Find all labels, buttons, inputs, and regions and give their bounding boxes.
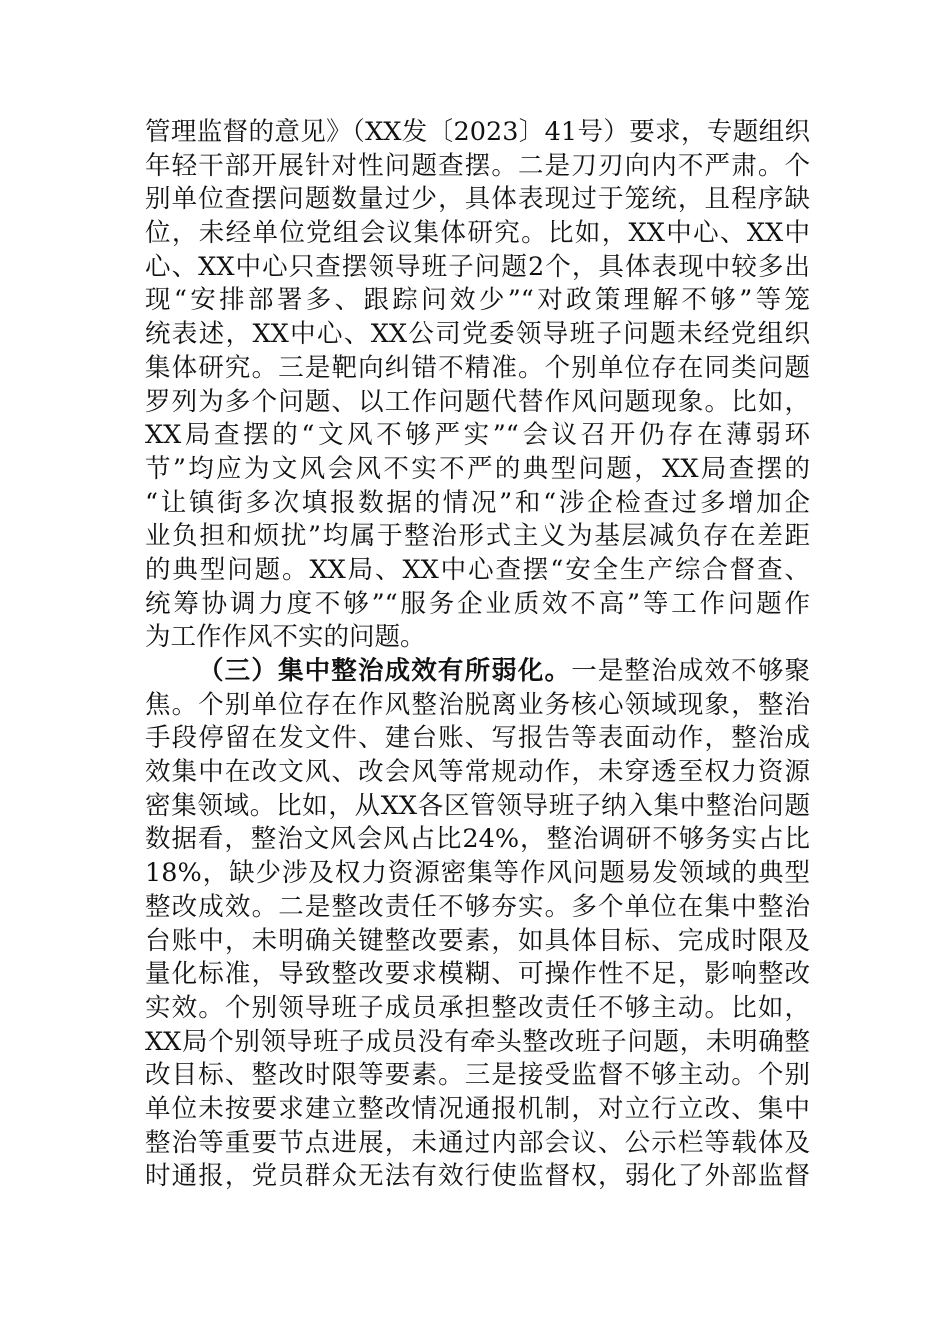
text-line: 数据看，整治文风会风占比24%，整治调研不够务实占比 xyxy=(145,824,810,855)
text-line: 整改成效。二是整改责任不够夯实。多个单位在集中整治 xyxy=(145,891,810,922)
text-line: 年轻干部开展针对性问题查摆。二是刀刃向内不严肃。个 xyxy=(145,150,810,181)
text-line: “让镇街多次填报数据的情况”和“涉企检查过多增加企 xyxy=(145,487,810,518)
text-line: 位，未经单位党组会议集体研究。比如，XX中心、XX中 xyxy=(145,218,810,249)
text-line: 量化标准，导致整改要求模糊、可操作性不足，影响整改 xyxy=(145,959,810,990)
text-line: 集体研究。三是靶向纠错不精准。个别单位存在同类问题 xyxy=(145,352,810,383)
text-line: 实效。个别领导班子成员承担整改责任不够主动。比如， xyxy=(145,992,810,1023)
text-line: 节”均应为文风会风不实不严的典型问题，XX局查摆的 xyxy=(145,453,810,484)
text-line: 统筹协调力度不够”“服务企业质效不高”等工作问题作 xyxy=(145,588,810,619)
text-line: 效集中在改文风、改会风等常规动作，未穿透至权力资源 xyxy=(145,757,810,788)
text-line: 为工作作风不实的问题。 xyxy=(145,622,426,653)
section-text: 一是整治成效不够聚 xyxy=(571,656,810,686)
text-line: 台账中，未明确关键整改要素，如具体目标、完成时限及 xyxy=(145,925,810,956)
section-heading-line xyxy=(145,655,810,689)
text-line: 密集领域。比如，从XX各区管领导班子纳入集中整治问题 xyxy=(145,790,810,821)
text-line: XX局个别领导班子成员没有牵头整改班子问题，未明确整 xyxy=(145,1026,810,1057)
text-line: 整治等重要节点进展，未通过内部会议、公示栏等载体及 xyxy=(145,1127,810,1158)
text-line: 手段停留在发文件、建台账、写报告等表面动作，整治成 xyxy=(145,723,810,754)
text-line: 心、XX中心只查摆领导班子问题2个，具体表现中较多出 xyxy=(145,251,810,282)
text-line: 焦。个别单位存在作风整治脱离业务核心领域现象，整治 xyxy=(145,689,810,720)
text-line: 改目标、整改时限等要素。三是接受监督不够主动。个别 xyxy=(145,1060,810,1091)
text-line: 罗列为多个问题、以工作问题代替作风问题现象。比如， xyxy=(145,386,810,417)
text-line: 的典型问题。XX局、XX中心查摆“安全生产综合督查、 xyxy=(145,554,810,585)
text-line: XX局查摆的“文风不够严实”“会议召开仍存在薄弱环 xyxy=(145,420,810,451)
text-line: 现“安排部署多、跟踪问效少”“对政策理解不够”等笼 xyxy=(145,285,810,316)
text-line: 统表述，XX中心、XX公司党委领导班子问题未经党组织 xyxy=(145,319,810,350)
text-line: 业负担和烦扰”均属于整治形式主义为基层减负存在差距 xyxy=(145,521,810,552)
text-line: 管理监督的意见》（XX发〔2023〕41号）要求，专题组织 xyxy=(145,117,810,147)
text-line: 时通报，党员群众无法有效行使监督权，弱化了外部监督 xyxy=(145,1161,810,1192)
text-line: 别单位查摆问题数量过少，具体表现过于笼统，且程序缺 xyxy=(145,184,810,215)
text-line: 单位未按要求建立整改情况通报机制，对立行立改、集中 xyxy=(145,1093,810,1124)
body-text xyxy=(145,116,810,1194)
section-heading: （三）集中整治成效有所弱化。 xyxy=(198,656,572,686)
text-line: 18%，缺少涉及权力资源密集等作风问题易发领域的典型 xyxy=(145,858,810,889)
